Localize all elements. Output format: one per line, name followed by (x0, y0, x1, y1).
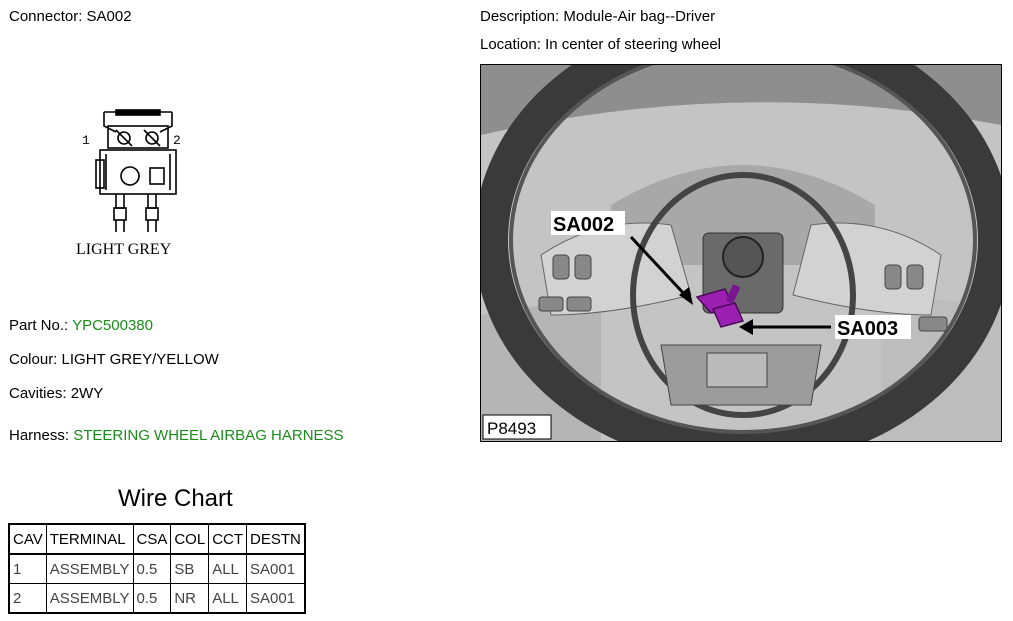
col-terminal: TERMINAL (46, 524, 133, 554)
cell-destn[interactable]: SA001 (247, 584, 305, 614)
table-header-row (9, 524, 305, 554)
cell-terminal: ASSEMBLY (46, 554, 133, 584)
cavities-label: Cavities: (9, 385, 67, 402)
cell-cct: ALL (209, 554, 247, 584)
col-col: COL (171, 524, 209, 554)
cell-csa: 0.5 (133, 584, 171, 614)
wire-chart-title: Wire Chart (118, 485, 233, 512)
harness-label: Harness: (9, 427, 70, 444)
cell-col: SB (171, 554, 209, 584)
cell-destn[interactable]: SA001 (247, 554, 305, 584)
col-cav: CAV (9, 524, 46, 554)
pin-2-label: 2 (173, 133, 181, 148)
location-line (480, 36, 721, 54)
image-ref-label: P8493 (487, 419, 537, 438)
steering-wheel-image (481, 65, 1001, 441)
cell-cct: ALL (209, 584, 247, 614)
table-row (9, 554, 305, 584)
location-photo (480, 64, 1002, 442)
cavities-value: 2WY (70, 385, 104, 402)
cell-terminal: ASSEMBLY (46, 584, 133, 614)
cell-csa: 0.5 (133, 554, 171, 584)
connector-drawing (72, 104, 202, 262)
harness-link[interactable]: STEERING WHEEL AIRBAG HARNESS (73, 427, 344, 444)
colour-line (9, 351, 219, 369)
location-label: Location: (480, 36, 541, 53)
callout-sa002: SA002 (553, 214, 615, 236)
location-value: In center of steering wheel (545, 36, 721, 53)
colour-caption: LIGHT GREY (76, 241, 172, 258)
table-row (9, 584, 305, 614)
col-csa: CSA (133, 524, 171, 554)
part-no-link[interactable]: YPC500380 (72, 317, 153, 334)
cell-cav: 1 (9, 554, 46, 584)
cell-cav: 2 (9, 584, 46, 614)
callout-sa003: SA003 (837, 318, 899, 340)
colour-label: Colour: (9, 351, 58, 368)
wire-chart-table (8, 523, 306, 614)
connector-value: SA002 (86, 8, 132, 25)
connector-label: Connector: (9, 8, 83, 25)
part-no-label: Part No.: (9, 317, 69, 334)
connector-line (9, 8, 132, 26)
col-destn: DESTN (247, 524, 305, 554)
cell-col: NR (171, 584, 209, 614)
colour-value: LIGHT GREY/YELLOW (61, 351, 219, 368)
description-label: Description: (480, 8, 560, 25)
harness-line (9, 427, 344, 445)
col-cct: CCT (209, 524, 247, 554)
cavities-line (9, 385, 103, 403)
pin-1-label: 1 (82, 133, 90, 148)
part-no-line (9, 317, 153, 335)
description-value: Module-Air bag--Driver (563, 8, 716, 25)
description-line (480, 8, 715, 26)
